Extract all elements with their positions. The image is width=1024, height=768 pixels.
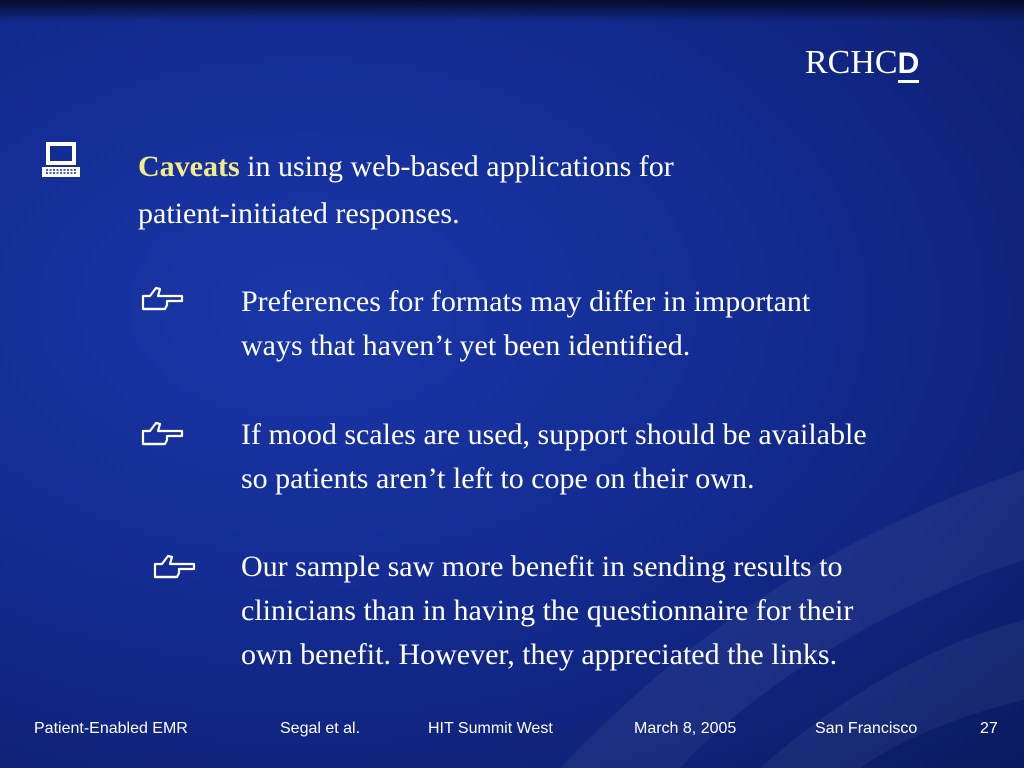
bullet-item-2 [241, 413, 1021, 501]
bullet-1-line-2: ways that haven’t yet been identified. [241, 329, 691, 362]
pointing-hand-icon [152, 553, 198, 583]
slide-footer [0, 720, 1024, 744]
bullet-2-line-2: so patients aren’t left to cope on their own. [241, 462, 755, 495]
slide-heading [138, 143, 958, 237]
bullet-2-line-1: If mood scales are used, support should be available [241, 418, 867, 451]
logo-text: RCHC [805, 44, 898, 81]
computer-icon [40, 140, 82, 180]
logo-emphasis-letter: D [898, 47, 920, 83]
footer-date: March 8, 2005 [634, 720, 737, 737]
rchcd-logo [805, 44, 919, 82]
bullet-3-line-2: clinicians than in having the questionnaire for their [241, 594, 854, 627]
footer-location: San Francisco [815, 720, 918, 737]
heading-line1-text: in using web-based applications for [239, 150, 674, 183]
bullet-3-line-3: own benefit. However, they appreciated the links. [241, 638, 838, 671]
bullet-item-3 [241, 545, 1021, 677]
bullet-1-line-1: Preferences for formats may differ in important [241, 285, 811, 318]
footer-event: HIT Summit West [428, 720, 553, 737]
pointing-hand-icon [140, 285, 186, 315]
page-number: 27 [980, 720, 998, 737]
footer-title: Patient-Enabled EMR [34, 720, 188, 737]
top-shadow-band [0, 0, 1024, 22]
heading-line-2: patient-initiated responses. [138, 197, 460, 230]
footer-author: Segal et al. [280, 720, 361, 737]
heading-emphasis: Caveats [138, 150, 240, 183]
heading-line-1 [138, 143, 958, 190]
bullet-item-1 [241, 280, 1021, 368]
bullet-3-line-1: Our sample saw more benefit in sending results to [241, 550, 843, 583]
pointing-hand-icon [140, 420, 186, 450]
